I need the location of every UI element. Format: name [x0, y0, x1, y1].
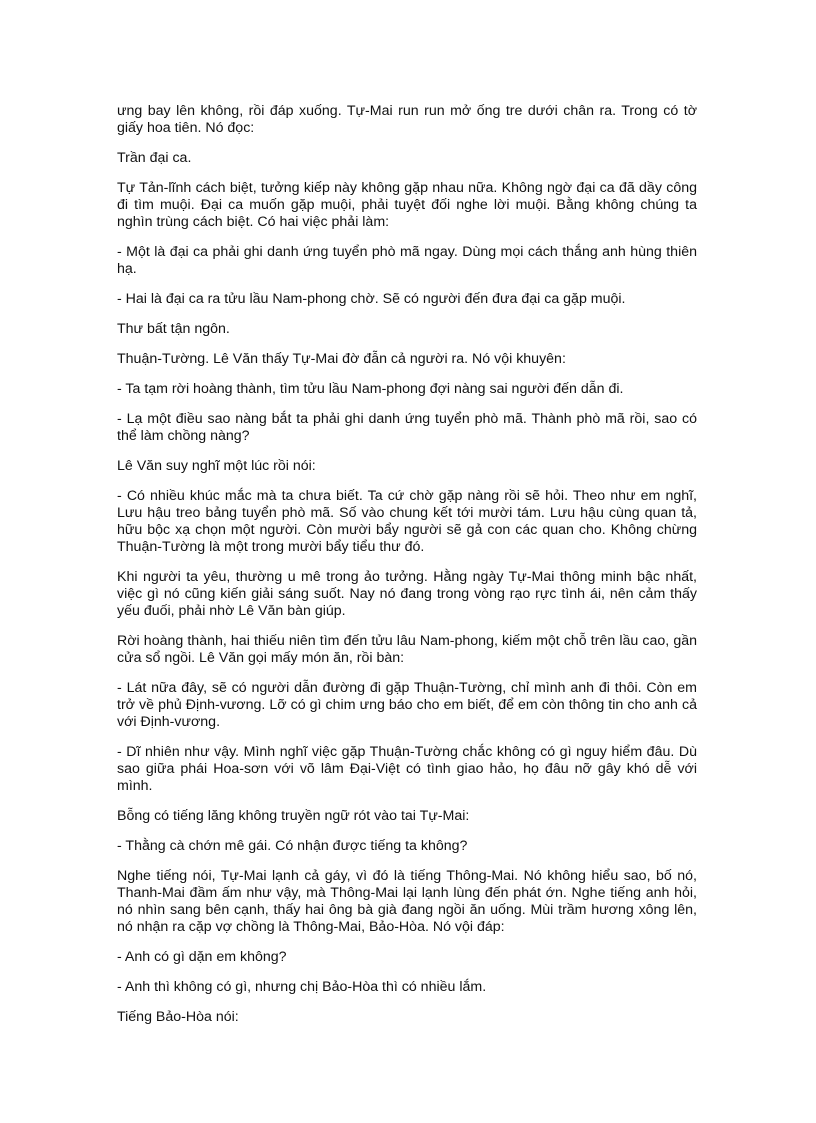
paragraph: Trần đại ca. [117, 150, 192, 166]
paragraph: - Anh thì không có gì, nhưng chị Bảo-Hòa thì có nhiều lắm. [117, 979, 487, 995]
paragraph: - Lạ một điều sao nàng bắt ta phải ghi danh ứng tuyển phò mã. Thành phò mã rồi, sao có thể làm chồng nàng? [117, 411, 697, 444]
paragraph: - Hai là đại ca ra tửu lầu Nam-phong chờ. Sẽ có người đến đưa đại ca gặp muội. [117, 291, 626, 307]
paragraph: Nghe tiếng nói, Tự-Mai lạnh cả gáy, vì đó là tiếng Thông-Mai. Nó không hiểu sao, bố nó, Thanh-Mai đầm ấm như vậy, mà Thông-Mai lại lạnh lùng đến phát ớn. Nghe tiếng anh hỏi, nó nhìn sang bên cạnh, thấy hai ông bà già đang ngồi ăn uống. Mùi trầm hương xông lên, nó nhận ra cặp vợ chồng là Thông-Mai, Bảo-Hòa. Nó vội đáp: [117, 868, 697, 935]
paragraph: - Thằng cà chớn mê gái. Có nhận được tiếng ta không? [117, 838, 468, 854]
paragraph: Tự Tản-lĩnh cách biệt, tưởng kiếp này không gặp nhau nữa. Không ngờ đại ca đã dầy công đi tìm muội. Đại ca muốn gặp muội, phải tuyệt đối nghe lời muội. Bằng không chúng ta nghìn trùng cách biệt. Có hai việc phải làm: [117, 180, 697, 230]
paragraph: Tiếng Bảo-Hòa nói: [117, 1009, 239, 1025]
paragraph: ưng bay lên không, rồi đáp xuống. Tự-Mai run run mở ống tre dưới chân ra. Trong có tờ giấy hoa tiên. Nó đọc: [117, 103, 697, 136]
paragraph: - Một là đại ca phải ghi danh ứng tuyển phò mã ngay. Dùng mọi cách thắng anh hùng thiên hạ. [117, 244, 697, 277]
paragraph: Thư bất tận ngôn. [117, 321, 230, 337]
paragraph: Khi người ta yêu, thường u mê trong ảo tưởng. Hằng ngày Tự-Mai thông minh bậc nhất, việc gì nó cũng kiến giải sáng suốt. Nay nó đang trong vòng rạo rực tình ái, nên cảm thấy yếu đuối, phải nhờ Lê Văn bàn giúp. [117, 569, 697, 619]
paragraph: - Ta tạm rời hoàng thành, tìm tửu lầu Nam-phong đợi nàng sai người đến dẫn đi. [117, 381, 624, 397]
paragraph: Lê Văn suy nghĩ một lúc rồi nói: [117, 458, 316, 474]
paragraph: Thuận-Tường. Lê Văn thấy Tự-Mai đờ đẫn cả người ra. Nó vội khuyên: [117, 351, 566, 367]
document-page [117, 103, 697, 1039]
paragraph: - Dĩ nhiên như vậy. Mình nghĩ việc gặp Thuận-Tường chắc không có gì nguy hiểm đâu. Dù sao giữa phái Hoa-sơn với võ lâm Đại-Việt có tình giao hảo, họ đâu nỡ gây khó dễ với mình. [117, 744, 697, 794]
paragraph: Rời hoàng thành, hai thiếu niên tìm đến tửu lâu Nam-phong, kiếm một chỗ trên lầu cao, gần cửa sổ ngồi. Lê Văn gọi mấy món ăn, rồi bàn: [117, 633, 697, 666]
paragraph: - Lát nữa đây, sẽ có người dẫn đường đi gặp Thuận-Tường, chỉ mình anh đi thôi. Còn em trở về phủ Định-vương. Lỡ có gì chim ưng báo cho em biết, để em còn thông tin cho anh cả với Định-vương. [117, 680, 697, 730]
paragraph: Bỗng có tiếng lăng không truyền ngữ rót vào tai Tự-Mai: [117, 808, 470, 824]
paragraph: - Anh có gì dặn em không? [117, 949, 287, 965]
paragraph: - Có nhiều khúc mắc mà ta chưa biết. Ta cứ chờ gặp nàng rồi sẽ hỏi. Theo như em nghĩ, Lưu hậu treo bảng tuyển phò mã. Số vào chung kết tới mười tám. Lưu hậu cùng quan tả, hữu bộc xạ chọn một người. Còn mười bẩy người sẽ gả con các quan cho. Không chừng Thuận-Tường là một trong mười bẩy tiểu thư đó. [117, 488, 697, 555]
